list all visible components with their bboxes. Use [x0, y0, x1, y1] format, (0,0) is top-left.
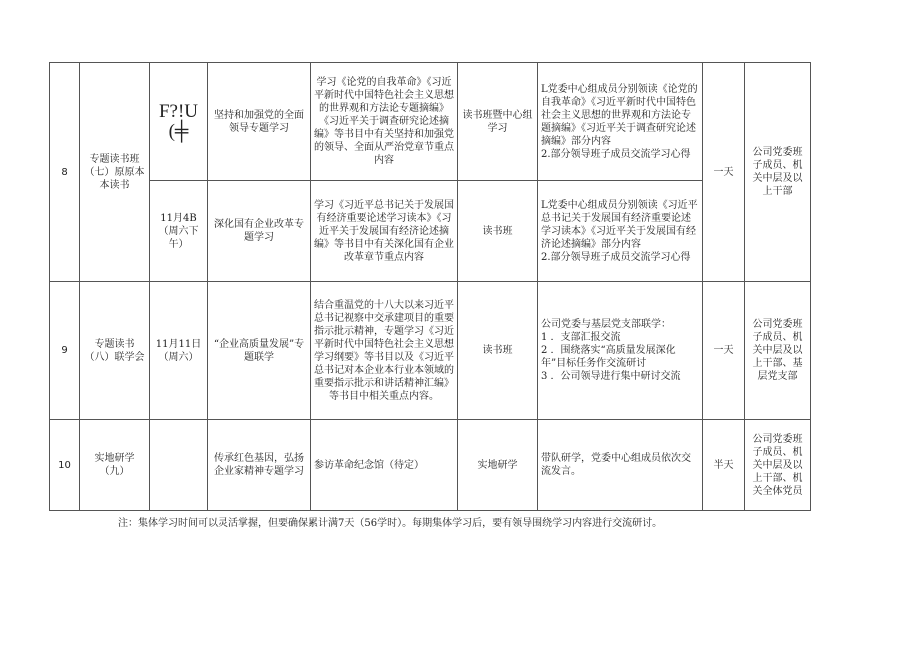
date-cell: F?!U(╪ [150, 63, 208, 181]
participants-cell: 公司党委班子成员、机关中层及以上干部、机关全体党员 [745, 420, 811, 511]
arrangement-cell: 公司党委与基层党支部联学： 1 ．支部汇报交流 2 ．围绕落实“高质量发展深化年”目标任务作交流研讨 3 ．公司领导进行集中研讨交流 [538, 282, 703, 420]
topic-cell: 实地研学（九） [80, 420, 150, 511]
theme-cell: 传承红色基因，弘扬企业家精神专题学习 [208, 420, 311, 511]
theme-cell: 深化国有企业改革专题学习 [208, 181, 311, 282]
date-cell: 11月11日（周六） [150, 282, 208, 420]
row-number: 10 [50, 420, 80, 511]
content-cell: 参访革命纪念馆（待定） [311, 420, 458, 511]
form-cell: 读书班 [458, 181, 538, 282]
topic-cell: 专题读书班（七）原原本本读书 [80, 63, 150, 282]
theme-cell: “企业高质量发展”专题联学 [208, 282, 311, 420]
form-cell: 实地研学 [458, 420, 538, 511]
theme-cell: 坚持和加强党的全面领导专题学习 [208, 63, 311, 181]
arrangement-cell: 带队研学，党委中心组成员依次交流发言。 [538, 420, 703, 511]
duration-cell: 一天 [703, 63, 745, 282]
content-cell: 结合重温党的十八大以来习近平总书记视察中交承建项目的重要指示批示精神，专题学习《习近平新时代中国特色社会主义思想学习纲要》等书目以及《习近平总书记对本企业本行业本领域的重要指示批示和讲话精神汇编》等书目中相关重点内容。 [311, 282, 458, 420]
participants-cell: 公司党委班子成员、机关中层及以上干部、基层党支部 [745, 282, 811, 420]
table-row [50, 63, 811, 181]
study-schedule-table [49, 62, 811, 511]
form-cell: 读书班 [458, 282, 538, 420]
footnote: 注：集体学习时间可以灵活掌握，但要确保累计满7天（56学时）。每期集体学习后，要有领导围绕学习内容进行交流研讨。 [118, 518, 663, 529]
row-number: 9 [50, 282, 80, 420]
table-row [50, 181, 811, 282]
content-cell: 学习《习近平总书记关于发展国有经济重要论述学习读本》《习近平关于发展国有经济论述摘编》等书目中有关深化国有企业改革章节重点内容 [311, 181, 458, 282]
date-cell [150, 420, 208, 511]
form-cell: 读书班暨中心组学习 [458, 63, 538, 181]
table-row [50, 420, 811, 511]
arrangement-cell: L党委中心组成员分别领读《习近平总书记关于发展国有经济重要论述学习读本》《习近平关于发展国有经济论述摘编》部分内容 2.部分领导班子成员交流学习心得 [538, 181, 703, 282]
topic-cell: 专题读书（八）联学会 [80, 282, 150, 420]
arrangement-cell: L党委中心组成员分别领读《论党的自我革命》《习近平新时代中国特色社会主义思想的世界观和方法论专题摘编》《习近平关于调查研究论述摘编》部分内容 2.部分领导班子成员交流学习心得 [538, 63, 703, 181]
duration-cell: 一天 [703, 282, 745, 420]
content-cell: 学习《论党的自我革命》《习近平新时代中国特色社会主义思想的世界观和方法论专题摘编》《习近平关于调查研究论述摘编》等书目中有关坚持和加强党的领导、全面从严治党章节重点内容 [311, 63, 458, 181]
participants-cell: 公司党委班子成员、机关中层及以上干部 [745, 63, 811, 282]
date-cell: 11月4B（周六下午） [150, 181, 208, 282]
row-number: 8 [50, 63, 80, 282]
table-row [50, 282, 811, 420]
duration-cell: 半天 [703, 420, 745, 511]
